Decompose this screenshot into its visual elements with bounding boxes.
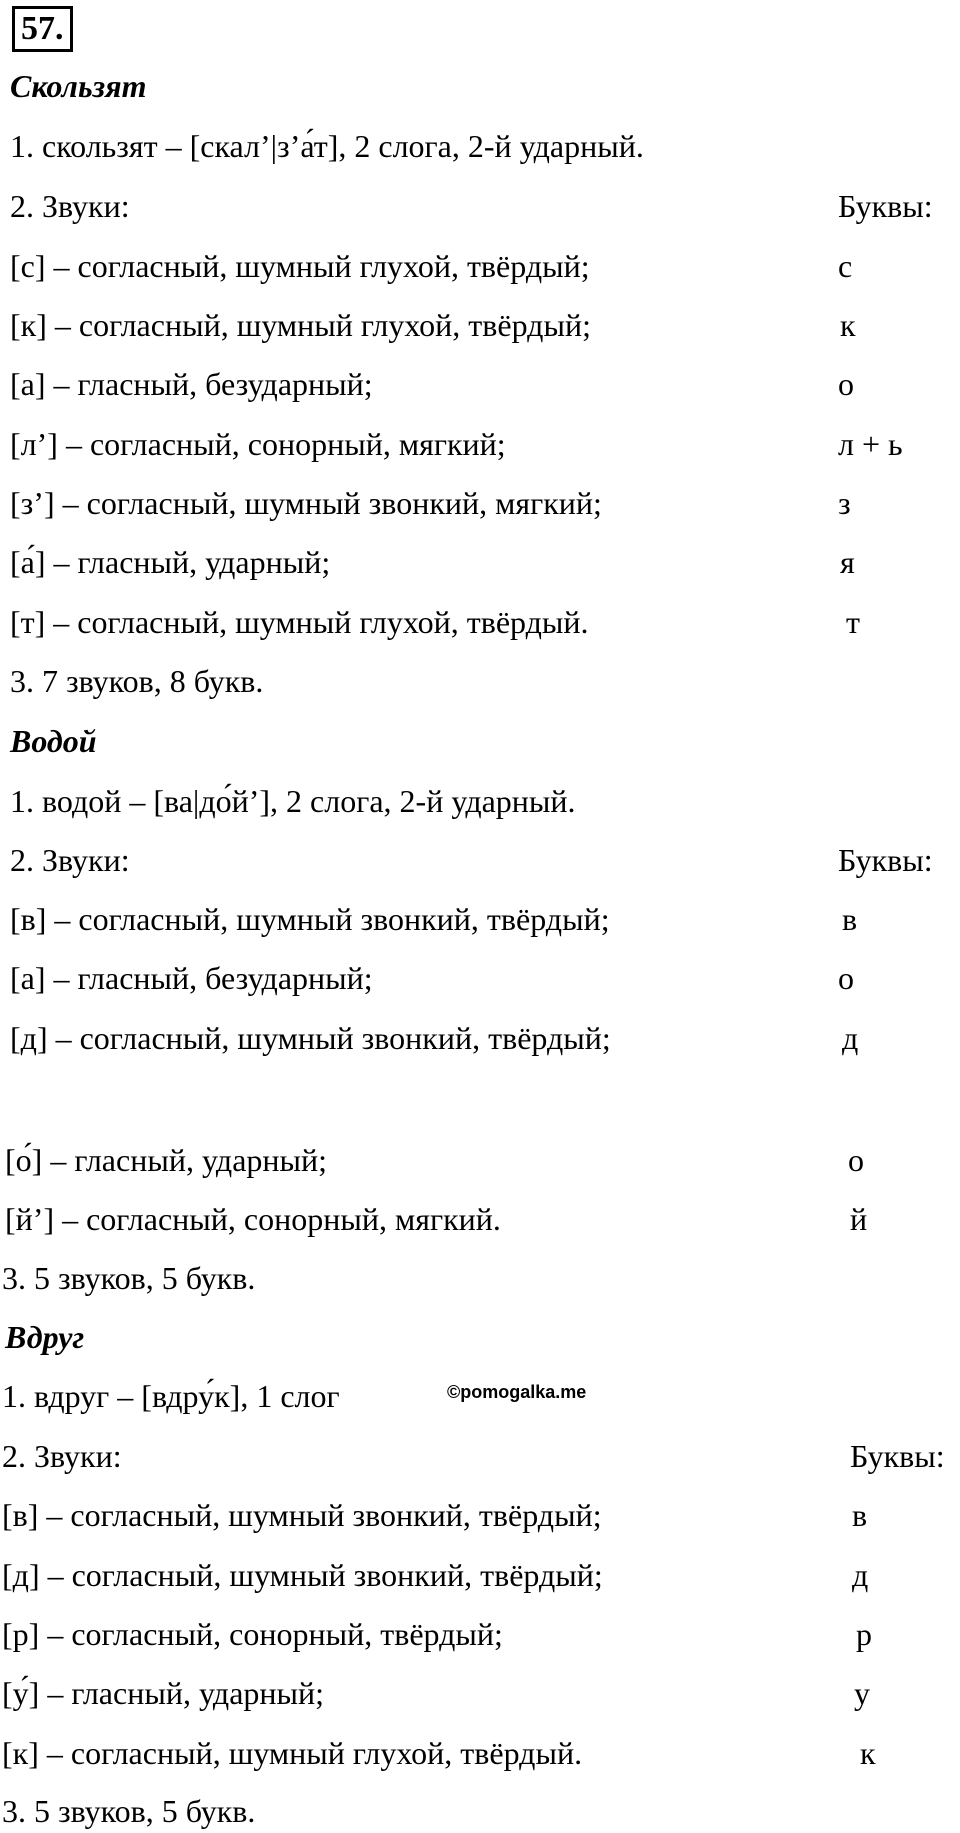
letter-cell: л + ь — [838, 426, 903, 462]
letter-cell: с — [838, 248, 853, 284]
section-summary: 3. 5 звуков, 5 букв. — [2, 1260, 256, 1296]
letter-cell: о — [848, 1142, 864, 1178]
section-title-vodoy: Водой — [10, 723, 97, 759]
section-summary: 3. 5 звуков, 5 букв. — [2, 1793, 256, 1829]
sound-row: [в] – согласный, шумный звонкий, твёрдый; — [10, 901, 610, 937]
letter-cell: д — [852, 1557, 869, 1593]
letter-cell: в — [842, 901, 858, 937]
letter-cell: й — [850, 1201, 868, 1237]
letter-cell: д — [842, 1020, 859, 1056]
sound-row: [т] – согласный, шумный глухой, твёрдый. — [10, 604, 589, 640]
sound-row: [л’] – согласный, сонорный, мягкий; — [10, 426, 506, 462]
sound-row: [д] – согласный, шумный звонкий, твёрдый; — [2, 1557, 603, 1593]
section-analysis: 1. вдруг – [вдру́к], 1 слог — [2, 1378, 340, 1414]
letters-label: Буквы: — [838, 188, 933, 224]
sound-row: [р] – согласный, сонорный, твёрдый; — [2, 1616, 503, 1652]
sound-row: [у́] – гласный, ударный; — [2, 1675, 325, 1711]
letter-cell: в — [852, 1497, 868, 1533]
watermark: ©pomogalka.me — [447, 1382, 587, 1402]
section-analysis: 1. водой – [ва|до́й’], 2 слога, 2-й ударный. — [10, 783, 576, 819]
exercise-number: 57. — [12, 6, 73, 52]
sound-row: [в] – согласный, шумный звонкий, твёрдый; — [2, 1497, 602, 1533]
letter-cell: з — [838, 485, 851, 521]
letter-cell: к — [860, 1735, 876, 1771]
sound-row: [й’] – согласный, сонорный, мягкий. — [5, 1201, 501, 1237]
letter-cell: к — [840, 307, 856, 343]
letter-cell: я — [840, 544, 855, 580]
letter-cell: у — [854, 1675, 870, 1711]
sound-row: [с] – согласный, шумный глухой, твёрдый; — [10, 248, 590, 284]
letters-label: Буквы: — [838, 842, 933, 878]
section-title-skolzyat: Скользят — [10, 68, 147, 104]
letter-cell: р — [856, 1616, 872, 1652]
sound-row: [з’] – согласный, шумный звонкий, мягкий; — [10, 485, 602, 521]
letter-cell: о — [838, 366, 854, 402]
sounds-label: 2. Звуки: — [10, 842, 130, 878]
sound-row: [о́] – гласный, ударный; — [5, 1142, 328, 1178]
letters-label: Буквы: — [850, 1438, 945, 1474]
sound-row: [а́] – гласный, ударный; — [10, 544, 331, 580]
letter-cell: т — [846, 604, 860, 640]
letter-cell: о — [838, 960, 854, 996]
sound-row: [а] – гласный, безударный; — [10, 960, 373, 996]
sounds-label: 2. Звуки: — [10, 188, 130, 224]
section-summary: 3. 7 звуков, 8 букв. — [10, 663, 264, 699]
sound-row: [д] – согласный, шумный звонкий, твёрдый; — [10, 1020, 611, 1056]
section-analysis: 1. скользят – [скал’|з’а́т], 2 слога, 2-й ударный. — [10, 128, 644, 164]
sound-row: [а] – гласный, безударный; — [10, 366, 373, 402]
sound-row: [к] – согласный, шумный глухой, твёрдый. — [2, 1735, 583, 1771]
sounds-label: 2. Звуки: — [2, 1438, 122, 1474]
sound-row: [к] – согласный, шумный глухой, твёрдый; — [10, 307, 591, 343]
section-title-vdrug: Вдруг — [5, 1319, 85, 1355]
